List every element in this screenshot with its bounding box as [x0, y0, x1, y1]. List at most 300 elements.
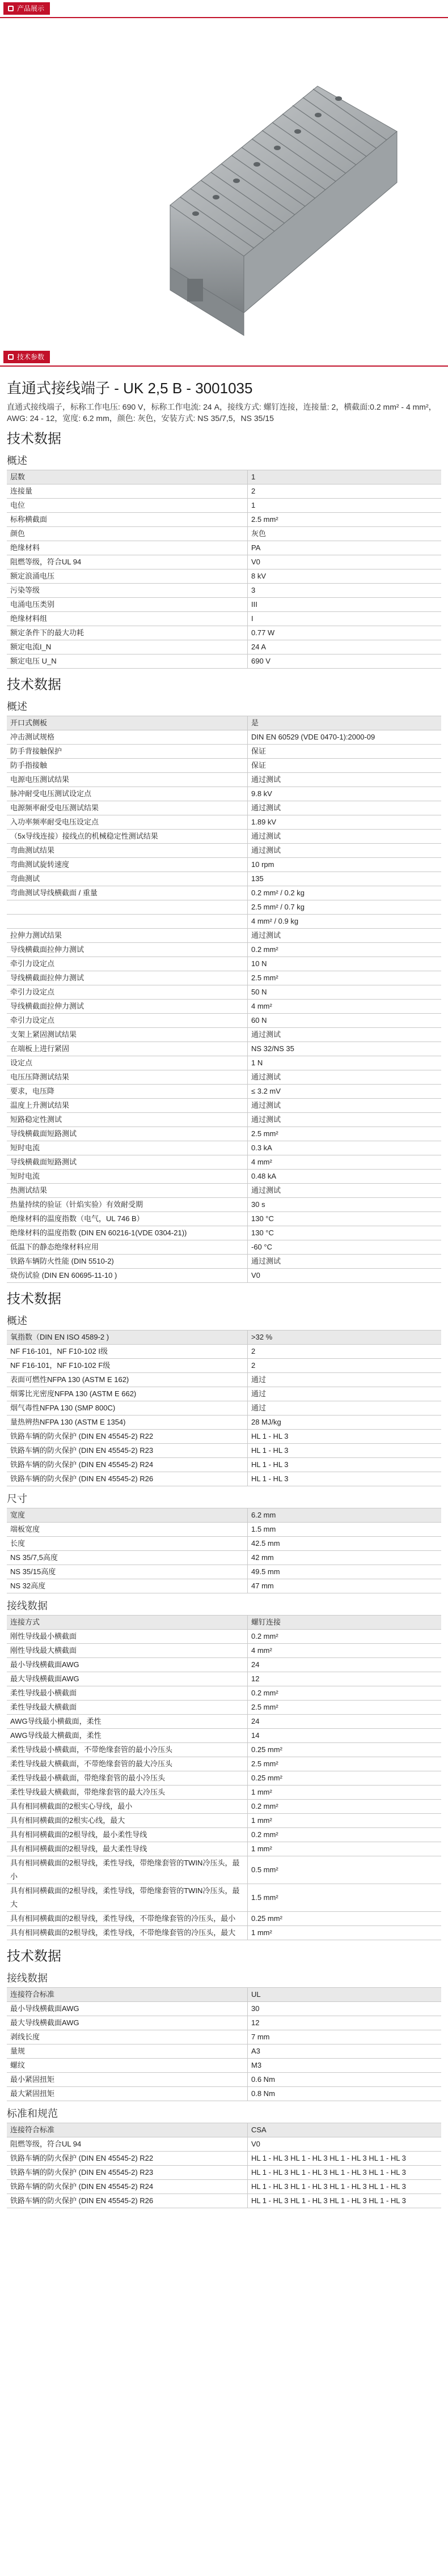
spec-value: 0.2 mm²: [248, 1800, 442, 1814]
spec-row: [7, 1644, 441, 1658]
spec-row: [7, 541, 441, 555]
spec-value: 保证: [248, 745, 442, 759]
spec-value: 通过测试: [248, 1184, 442, 1198]
spec-key: 铁路车辆的防火保护 (DIN EN 45545-2) R26: [7, 1472, 248, 1486]
tech-params-tag: [3, 351, 50, 363]
spec-key: 铁路车辆的防火保护 (DIN EN 45545-2) R23: [7, 2166, 248, 2180]
spec-table-standards: [7, 2123, 441, 2208]
spec-row: [7, 1113, 441, 1127]
spec-key: 具有相同横截面的2根导线，最大柔性导线: [7, 1842, 248, 1856]
spec-value: 2.5 mm²: [248, 1127, 442, 1141]
spec-value: HL 1 - HL 3 HL 1 - HL 3 HL 1 - HL 3 HL 1 - HL 3: [248, 2152, 442, 2166]
spec-row: [7, 886, 441, 900]
spec-value: 1 mm²: [248, 1842, 442, 1856]
spec-key: 额定条件下的最大功耗: [7, 626, 248, 640]
spec-value: 3: [248, 584, 442, 598]
spec-row: [7, 1415, 441, 1430]
spec-value: 9.8 kV: [248, 787, 442, 801]
spec-value: 60 N: [248, 1014, 442, 1028]
spec-row: [7, 1373, 441, 1387]
spec-key: 铁路车辆的防火保护 (DIN EN 45545-2) R24: [7, 2180, 248, 2194]
spec-value: 0.77 W: [248, 626, 442, 640]
spec-value: 135: [248, 872, 442, 886]
spec-key: NS 35/7,5高度: [7, 1551, 248, 1565]
product-display-label: 产品展示: [17, 5, 45, 12]
spec-value: 7 mm: [248, 2030, 442, 2044]
spec-row: [7, 1401, 441, 1415]
spec-value: 4 mm²: [248, 1155, 442, 1170]
spec-key: AWG导线最大横截面，柔性: [7, 1729, 248, 1743]
spec-key: 烟气毒性NFPA 130 (SMP 800C): [7, 1401, 248, 1415]
spec-row: [7, 1458, 441, 1472]
spec-value: 通过测试: [248, 844, 442, 858]
spec-value: 0.6 Nm: [248, 2073, 442, 2087]
spec-value: 通过测试: [248, 1113, 442, 1127]
spec-key: NF F16-101，NF F10-102 Ι级: [7, 1345, 248, 1359]
grid-icon: [8, 354, 14, 360]
spec-key: 绝缘材料: [7, 541, 248, 555]
spec-value: 47 mm: [248, 1579, 442, 1593]
spec-value: 12: [248, 2016, 442, 2030]
spec-row: [7, 2002, 441, 2016]
spec-key: 导线横截面拉伸力测试: [7, 943, 248, 957]
spec-value: 螺钉连接: [248, 1616, 442, 1630]
spec-key: 开口式侧板: [7, 716, 248, 730]
spec-row: [7, 830, 441, 844]
spec-key: 具有相同横截面的2根导线，柔性导线，不带绝缘套管的冷压头，最大: [7, 1926, 248, 1940]
spec-key: 牵引力设定点: [7, 985, 248, 1000]
spec-row: [7, 1127, 441, 1141]
spec-row: [7, 1070, 441, 1085]
spec-value: HL 1 - HL 3 HL 1 - HL 3 HL 1 - HL 3 HL 1 - HL 3: [248, 2180, 442, 2194]
spec-row: [7, 1884, 441, 1912]
spec-row: [7, 1814, 441, 1828]
spec-key: 阻燃等级，符合UL 94: [7, 555, 248, 569]
spec-key: AWG导线最小横截面，柔性: [7, 1715, 248, 1729]
spec-row: [7, 513, 441, 527]
tech-data-title: 技术数据: [7, 677, 61, 692]
spec-key: 铁路车辆的防火保护 (DIN EN 45545-2) R22: [7, 2152, 248, 2166]
spec-key: 螺纹: [7, 2059, 248, 2073]
spec-row: [7, 2016, 441, 2030]
tech-params-header: [0, 348, 448, 367]
spec-row: [7, 555, 441, 569]
group-title-connection-data: 接线数据: [7, 1600, 48, 1612]
spec-value: 10 N: [248, 957, 442, 971]
spec-key: 电源频率耐受电压测试结果: [7, 801, 248, 815]
spec-row: [7, 626, 441, 640]
group-title-overview-1: 概述: [7, 455, 27, 466]
spec-row: [7, 2180, 441, 2194]
spec-row: [7, 2087, 441, 2101]
spec-value: 0.2 mm²: [248, 1630, 442, 1644]
spec-value: 690 V: [248, 654, 442, 669]
spec-key: 柔性导线最大横截面，不带绝缘套管的最大冷压头: [7, 1757, 248, 1771]
spec-value: 灰色: [248, 527, 442, 541]
spec-row: [7, 1523, 441, 1537]
spec-key: 弯曲测试结果: [7, 844, 248, 858]
spec-value: 1.5 mm²: [248, 1884, 442, 1912]
spec-key: 量规: [7, 2044, 248, 2059]
spec-key: 防手指接触: [7, 759, 248, 773]
spec-row: [7, 1729, 441, 1743]
grid-icon: [8, 6, 14, 11]
spec-value: 2.5 mm² / 0.7 kg: [248, 900, 442, 915]
spec-key: 热量持续的验证（针焰实验）有效耐受期: [7, 1198, 248, 1212]
spec-value: 2: [248, 1359, 442, 1373]
spec-row: [7, 716, 441, 730]
spec-value: ≤ 3.2 mV: [248, 1085, 442, 1099]
spec-key: 最小紧固扭矩: [7, 2073, 248, 2087]
spec-row: [7, 1056, 441, 1070]
spec-value: HL 1 - HL 3: [248, 1430, 442, 1444]
spec-key: 温度上升测试结果: [7, 1099, 248, 1113]
spec-row: [7, 527, 441, 541]
spec-key: 额定浪涌电压: [7, 569, 248, 584]
group-title-overview-2: 概述: [7, 701, 27, 712]
spec-row: [7, 1701, 441, 1715]
spec-value: 30 s: [248, 1198, 442, 1212]
spec-value: 0.8 Nm: [248, 2087, 442, 2101]
spec-key: 要求，电压降: [7, 1085, 248, 1099]
spec-value: 12: [248, 1672, 442, 1686]
spec-key: 铁路车辆防火性能 (DIN 5510-2): [7, 1255, 248, 1269]
spec-value: 2.5 mm²: [248, 1701, 442, 1715]
spec-row: [7, 1430, 441, 1444]
spec-value: 8 kV: [248, 569, 442, 584]
spec-key: 绝缘材料组: [7, 612, 248, 626]
spec-key: 入功率频率耐受电压设定点: [7, 815, 248, 830]
spec-value: 1.89 kV: [248, 815, 442, 830]
spec-row: [7, 1269, 441, 1283]
spec-row: [7, 1198, 441, 1212]
spec-key: 阻燃等级，符合UL 94: [7, 2137, 248, 2152]
spec-value: 0.3 kA: [248, 1141, 442, 1155]
spec-row: [7, 801, 441, 815]
spec-key: 电涌电压类别: [7, 598, 248, 612]
spec-row: [7, 1345, 441, 1359]
spec-value: 24: [248, 1658, 442, 1672]
spec-row: [7, 745, 441, 759]
spec-table-overview-2: [7, 716, 441, 1283]
spec-key: 拉伸力测试结果: [7, 929, 248, 943]
spec-key: NF F16-101，NF F10-102 F级: [7, 1359, 248, 1373]
spec-value: >32 %: [248, 1330, 442, 1345]
spec-key: 铁路车辆的防火保护 (DIN EN 45545-2) R22: [7, 1430, 248, 1444]
spec-key: 电位: [7, 499, 248, 513]
spec-value: 0.25 mm²: [248, 1771, 442, 1786]
spec-value: V0: [248, 1269, 442, 1283]
spec-value: 0.5 mm²: [248, 1856, 442, 1884]
spec-key: 最大紧固扭矩: [7, 2087, 248, 2101]
group-title-standards: 标准和规范: [7, 2108, 58, 2119]
spec-row: [7, 2123, 441, 2137]
spec-value: 42 mm: [248, 1551, 442, 1565]
spec-value: V0: [248, 555, 442, 569]
spec-key: 额定电压 U_N: [7, 654, 248, 669]
spec-key: 长度: [7, 1537, 248, 1551]
spec-key: 量热辨热NFPA 130 (ASTM E 1354): [7, 1415, 248, 1430]
spec-key: 连接量: [7, 484, 248, 499]
spec-key: 具有相同横截面的2根实心导线，最小: [7, 1800, 248, 1814]
spec-row: [7, 858, 441, 872]
spec-value: 通过测试: [248, 801, 442, 815]
spec-row: [7, 2137, 441, 2152]
spec-row: [7, 1085, 441, 1099]
spec-value: 0.2 mm² / 0.2 kg: [248, 886, 442, 900]
spec-value: 1: [248, 499, 442, 513]
spec-row: [7, 1330, 441, 1345]
spec-value: UL: [248, 1988, 442, 2002]
spec-value: 1 mm²: [248, 1814, 442, 1828]
spec-key: 短时电流: [7, 1141, 248, 1155]
spec-row: [7, 2044, 441, 2059]
spec-row: [7, 957, 441, 971]
spec-key: 导线横截面短路测试: [7, 1127, 248, 1141]
spec-key: 氧指数（DIN EN ISO 4589-2 ): [7, 1330, 248, 1345]
spec-value: 130 °C: [248, 1226, 442, 1240]
spec-value: 通过测试: [248, 929, 442, 943]
spec-value: I: [248, 612, 442, 626]
spec-key: 刚性导线最大横截面: [7, 1644, 248, 1658]
spec-value: 2.5 mm²: [248, 971, 442, 985]
group-title-dimensions: 尺寸: [7, 1493, 27, 1504]
spec-row: [7, 1842, 441, 1856]
spec-value: 2.5 mm²: [248, 1757, 442, 1771]
spec-value: 通过: [248, 1401, 442, 1415]
spec-key: 电压压降测试结果: [7, 1070, 248, 1085]
spec-key: [7, 915, 248, 929]
spec-key: 绝缘材料的温度指数 (DIN EN 60216-1(VDE 0304-21)): [7, 1226, 248, 1240]
spec-value: 通过测试: [248, 773, 442, 787]
spec-row: [7, 2152, 441, 2166]
spec-value: V0: [248, 2137, 442, 2152]
spec-key: 连接方式: [7, 1616, 248, 1630]
spec-key: 短路稳定性测试: [7, 1113, 248, 1127]
spec-value: 0.25 mm²: [248, 1743, 442, 1757]
spec-key: 导线横截面短路测试: [7, 1155, 248, 1170]
spec-value: 24: [248, 1715, 442, 1729]
spec-value: 6.2 mm: [248, 1508, 442, 1523]
spec-key: 柔性导线最大横截面: [7, 1701, 248, 1715]
spec-row: [7, 569, 441, 584]
spec-row: [7, 844, 441, 858]
spec-value: 1 mm²: [248, 1786, 442, 1800]
spec-value: 1 N: [248, 1056, 442, 1070]
spec-row: [7, 1551, 441, 1565]
spec-key: 层数: [7, 470, 248, 484]
spec-row: [7, 598, 441, 612]
spec-row: [7, 1800, 441, 1814]
spec-row: [7, 470, 441, 484]
spec-key: 柔性导线最小横截面，不带绝缘套管的最小冷压头: [7, 1743, 248, 1757]
spec-value: 是: [248, 716, 442, 730]
spec-key: 弯曲测试旋转速度: [7, 858, 248, 872]
spec-row: [7, 2059, 441, 2073]
spec-row: [7, 1170, 441, 1184]
spec-key: 绝缘材料的温度指数（电气，UL 746 B）: [7, 1212, 248, 1226]
spec-key: 连接符合标准: [7, 1988, 248, 2002]
spec-table-overview-1: [7, 470, 441, 669]
spec-value: 通过测试: [248, 1255, 442, 1269]
spec-row: [7, 1028, 441, 1042]
terminal-block-illustration: [0, 18, 448, 348]
spec-key: 烟雾比光密度NFPA 130 (ASTM E 662): [7, 1387, 248, 1401]
spec-value: 0.2 mm²: [248, 943, 442, 957]
spec-key: 剥线长度: [7, 2030, 248, 2044]
spec-value: 2.5 mm²: [248, 513, 442, 527]
spec-row: [7, 1715, 441, 1729]
spec-key: 最大导线横截面AWG: [7, 1672, 248, 1686]
spec-row: [7, 759, 441, 773]
spec-value: 通过测试: [248, 1099, 442, 1113]
spec-row: [7, 1444, 441, 1458]
spec-key: 弯曲测试导线横截面 / 重量: [7, 886, 248, 900]
spec-table-dimensions: [7, 1508, 441, 1593]
spec-key: 电源电压测试结果: [7, 773, 248, 787]
spec-row: [7, 654, 441, 669]
spec-row: [7, 1184, 441, 1198]
spec-row: [7, 787, 441, 801]
spec-row: [7, 484, 441, 499]
spec-key: 最大导线横截面AWG: [7, 2016, 248, 2030]
spec-key: 颜色: [7, 527, 248, 541]
spec-row: [7, 1630, 441, 1644]
spec-value: III: [248, 598, 442, 612]
spec-value: CSA: [248, 2123, 442, 2137]
spec-key: 热测试结果: [7, 1184, 248, 1198]
spec-value: 28 MJ/kg: [248, 1415, 442, 1430]
spec-value: 14: [248, 1729, 442, 1743]
spec-row: [7, 1912, 441, 1926]
spec-key: 铁路车辆的防火保护 (DIN EN 45545-2) R26: [7, 2194, 248, 2208]
spec-row: [7, 1537, 441, 1551]
spec-key: 牵引力设定点: [7, 1014, 248, 1028]
spec-row: [7, 2166, 441, 2180]
spec-row: [7, 1757, 441, 1771]
spec-value: A3: [248, 2044, 442, 2059]
spec-row: [7, 971, 441, 985]
tech-data-title: 技术数据: [7, 431, 61, 447]
spec-value: HL 1 - HL 3: [248, 1472, 442, 1486]
spec-row: [7, 929, 441, 943]
spec-key: 脉冲耐受电压测试设定点: [7, 787, 248, 801]
spec-value: HL 1 - HL 3: [248, 1444, 442, 1458]
spec-row: [7, 1856, 441, 1884]
spec-value: 2: [248, 1345, 442, 1359]
spec-row: [7, 1988, 441, 2002]
spec-key: 弯曲测试: [7, 872, 248, 886]
spec-row: [7, 943, 441, 957]
spec-key: 端板宽度: [7, 1523, 248, 1537]
spec-value: 24 A: [248, 640, 442, 654]
spec-value: 4 mm² / 0.9 kg: [248, 915, 442, 929]
spec-key: 柔性导线最大横截面，带绝缘套管的最大冷压头: [7, 1786, 248, 1800]
spec-value: 10 rpm: [248, 858, 442, 872]
spec-row: [7, 1658, 441, 1672]
spec-value: 0.2 mm²: [248, 1828, 442, 1842]
product-image: [0, 18, 448, 348]
spec-value: 1.5 mm: [248, 1523, 442, 1537]
spec-key: NS 35/15高度: [7, 1565, 248, 1579]
spec-row: [7, 815, 441, 830]
spec-value: 2: [248, 484, 442, 499]
spec-row: [7, 1786, 441, 1800]
spec-key: 表面可燃性NFPA 130 (ASTM E 162): [7, 1373, 248, 1387]
spec-key: NS 32高度: [7, 1579, 248, 1593]
spec-row: [7, 640, 441, 654]
spec-value: 30: [248, 2002, 442, 2016]
spec-key: 铁路车辆的防火保护 (DIN EN 45545-2) R23: [7, 1444, 248, 1458]
spec-value: DIN EN 60529 (VDE 0470-1):2000-09: [248, 730, 442, 745]
spec-row: [7, 1565, 441, 1579]
spec-value: M3: [248, 2059, 442, 2073]
spec-row: [7, 584, 441, 598]
spec-value: NS 32/NS 35: [248, 1042, 442, 1056]
spec-row: [7, 1686, 441, 1701]
spec-key: 宽度: [7, 1508, 248, 1523]
spec-row: [7, 499, 441, 513]
spec-key: （5x导线连接）接线点的机械稳定性测试结果: [7, 830, 248, 844]
spec-row: [7, 872, 441, 886]
spec-row: [7, 1672, 441, 1686]
spec-row: [7, 612, 441, 626]
tech-params-label: 技术参数: [17, 353, 45, 361]
spec-key: 额定电流I_N: [7, 640, 248, 654]
spec-key: 在端板上进行紧固: [7, 1042, 248, 1056]
group-title-overview-3: 概述: [7, 1315, 27, 1327]
spec-table-overview-3: [7, 1330, 441, 1486]
spec-key: 低温下的静态绝缘材料应用: [7, 1240, 248, 1255]
spec-row: [7, 2194, 441, 2208]
spec-row: [7, 1508, 441, 1523]
spec-row: [7, 1155, 441, 1170]
product-display-header: [0, 0, 448, 18]
spec-key: 具有相同横截面的2根导线，最小柔性导线: [7, 1828, 248, 1842]
spec-row: [7, 1771, 441, 1786]
spec-row: [7, 1141, 441, 1155]
spec-row: [7, 900, 441, 915]
spec-key: 连接符合标准: [7, 2123, 248, 2137]
spec-row: [7, 1212, 441, 1226]
spec-value: 通过: [248, 1387, 442, 1401]
spec-row: [7, 1926, 441, 1940]
group-title-connection-data-2: 接线数据: [7, 1973, 48, 1984]
spec-key: 柔性导线最小横截面: [7, 1686, 248, 1701]
spec-key: 防手背接触保护: [7, 745, 248, 759]
spec-row: [7, 1240, 441, 1255]
spec-value: 保证: [248, 759, 442, 773]
spec-key: 冲击测试规格: [7, 730, 248, 745]
spec-value: 4 mm²: [248, 1000, 442, 1014]
spec-row: [7, 1014, 441, 1028]
spec-value: HL 1 - HL 3: [248, 1458, 442, 1472]
spec-value: 0.25 mm²: [248, 1912, 442, 1926]
spec-key: [7, 900, 248, 915]
spec-row: [7, 1828, 441, 1842]
spec-row: [7, 1042, 441, 1056]
spec-key: 烧伤试验 (DIN EN 60695-11-10 ): [7, 1269, 248, 1283]
spec-value: 通过: [248, 1373, 442, 1387]
spec-row: [7, 1616, 441, 1630]
spec-row: [7, 985, 441, 1000]
spec-key: 最小导线横截面AWG: [7, 2002, 248, 2016]
spec-value: 通过测试: [248, 830, 442, 844]
spec-value: HL 1 - HL 3 HL 1 - HL 3 HL 1 - HL 3 HL 1 - HL 3: [248, 2166, 442, 2180]
spec-row: [7, 1387, 441, 1401]
spec-row: [7, 773, 441, 787]
spec-value: 42.5 mm: [248, 1537, 442, 1551]
